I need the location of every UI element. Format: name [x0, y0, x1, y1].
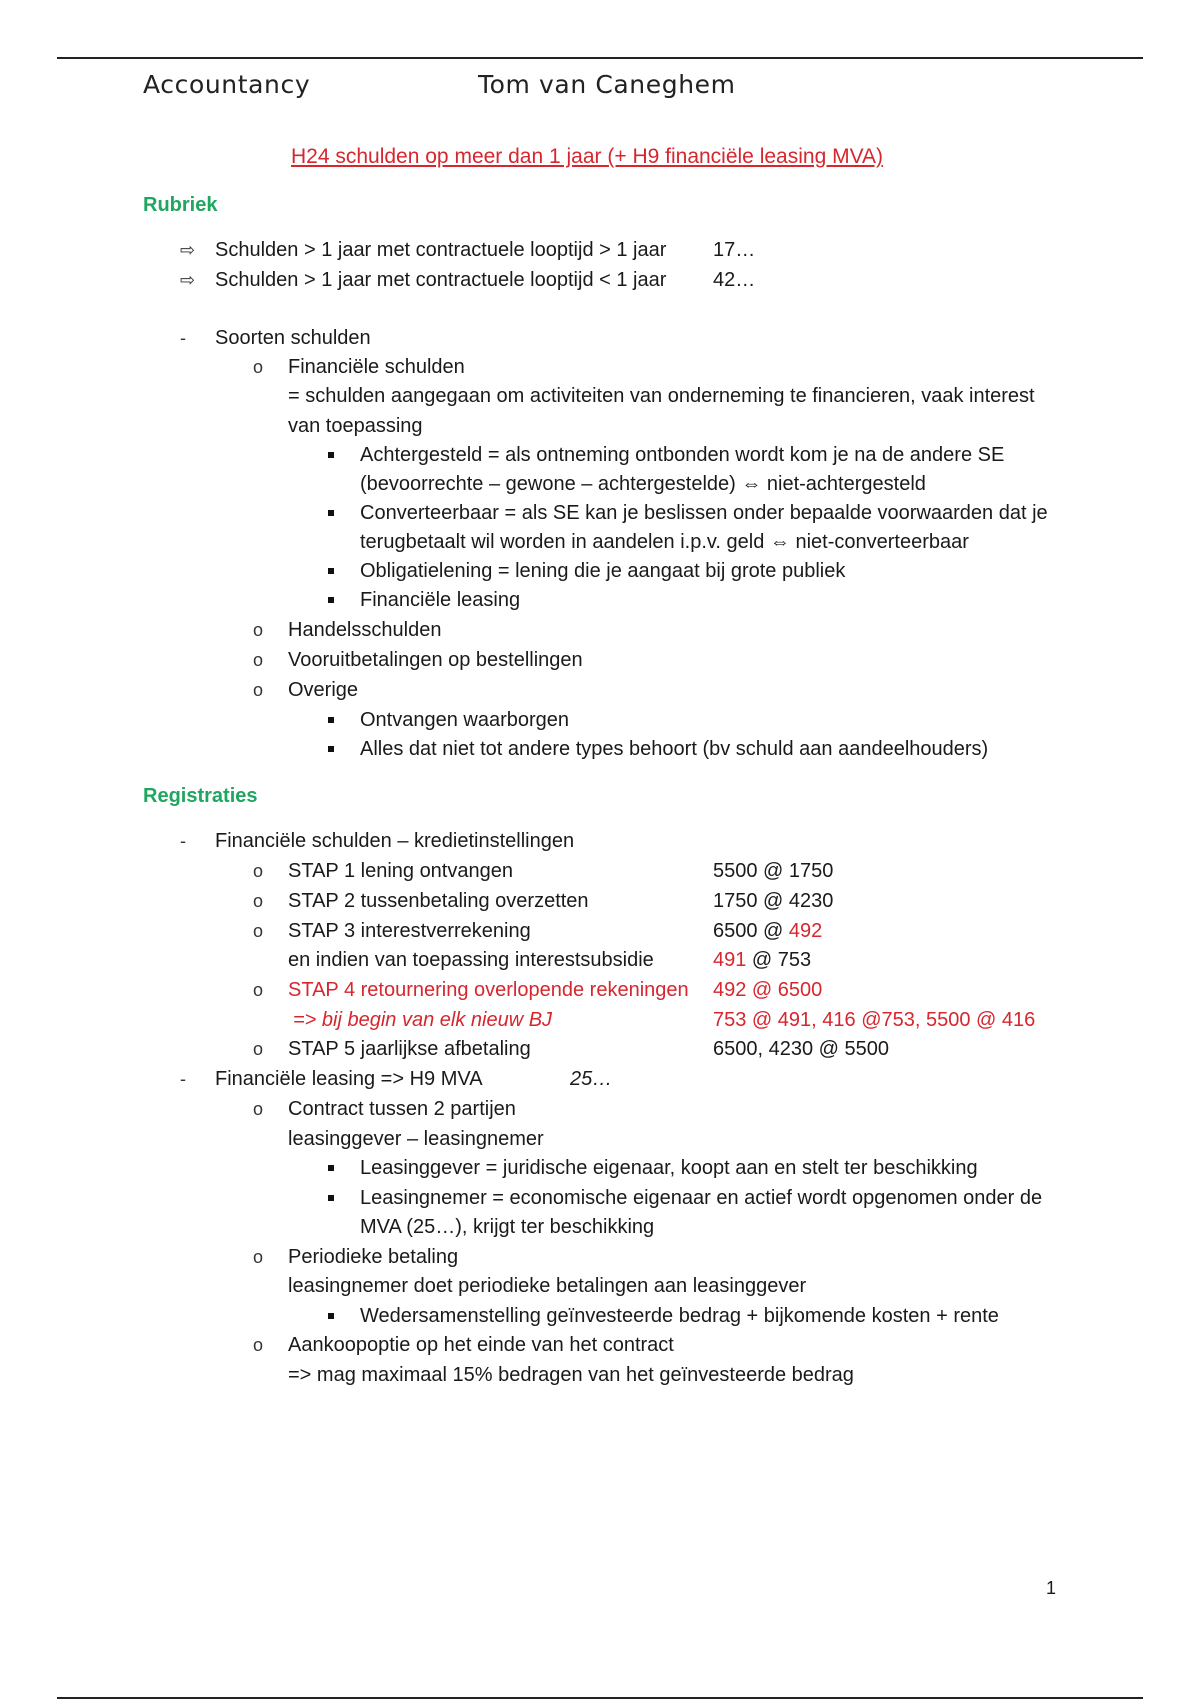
achtergesteld-a: Achtergesteld = als ontneming ontbonden wordt kom je na de andere SE [360, 444, 1005, 466]
stap4-label: STAP 4 retournering overlopende rekeningen [288, 979, 689, 1001]
square-bullet [328, 717, 334, 723]
wedersamenstelling: Wedersamenstelling geïnvesteerde bedrag + bijkomende kosten + rente [360, 1305, 999, 1327]
dash-bullet: - [180, 1069, 186, 1089]
rubriek-row-2-code: 42… [713, 269, 756, 291]
converteerbaar-b: terugbetaalt wil worden in aandelen i.p.v. geld ⇔ niet-converteerbaar [360, 531, 969, 553]
stap4b-entry: 753 @ 491, 416 @753, 5500 @ 416 [713, 1009, 1036, 1031]
alles-dat-niet: Alles dat niet tot andere types behoort (bv schuld aan aandeelhouders) [360, 738, 989, 760]
leasinggever: Leasinggever = juridische eigenaar, koopt aan en stelt ter beschikking [360, 1157, 978, 1179]
contract-sub: leasinggever – leasingnemer [288, 1128, 544, 1150]
stap2-label: STAP 2 tussenbetaling overzetten [288, 890, 589, 912]
stap3-label: STAP 3 interestverrekening [288, 920, 531, 942]
square-bullet [328, 746, 334, 752]
stap2-entry: 1750 @ 4230 [713, 890, 834, 912]
stap5-label: STAP 5 jaarlijkse afbetaling [288, 1038, 531, 1060]
soorten-label: Soorten schulden [215, 327, 371, 349]
square-bullet [328, 597, 334, 603]
financieel-label: Financiële schulden [288, 356, 465, 378]
top-rule [57, 57, 1143, 59]
handelsschulden: Handelsschulden [288, 619, 442, 641]
arrow-icon: ⇨ [180, 270, 196, 290]
leasing-label: Financiële leasing => H9 MVA [215, 1068, 483, 1090]
financieel-def-2: van toepassing [288, 415, 423, 437]
square-bullet [328, 510, 334, 516]
stap3b-label: en indien van toepassing interestsubsidie [288, 949, 654, 971]
circle-bullet: o [253, 921, 264, 941]
square-bullet [328, 568, 334, 574]
document-title: H24 schulden op meer dan 1 jaar (+ H9 financiële leasing MVA) [291, 145, 884, 168]
stap1-entry: 5500 @ 1750 [713, 860, 834, 882]
square-bullet [328, 1313, 334, 1319]
bottom-rule [57, 1697, 1143, 1699]
square-bullet [328, 1165, 334, 1171]
rubriek-row-1-code: 17… [713, 239, 756, 261]
circle-bullet: o [253, 357, 264, 377]
financieel-def-1: = schulden aangegaan om activiteiten van onderneming te financieren, vaak interest [288, 385, 1035, 407]
stap3-entry-debit: 6500 @ [713, 920, 789, 942]
circle-bullet: o [253, 620, 264, 640]
stap3b-entry-debit: 491 [713, 949, 747, 971]
leasingnemer-b: MVA (25…), krijgt ter beschikking [360, 1216, 655, 1238]
financiele-leasing: Financiële leasing [360, 589, 521, 611]
circle-bullet: o [253, 1039, 264, 1059]
page-number: 1 [1046, 1578, 1057, 1598]
circle-bullet: o [253, 1335, 264, 1355]
circle-bullet: o [253, 891, 264, 911]
dash-bullet: - [180, 831, 186, 851]
converteerbaar-a: Converteerbaar = als SE kan je beslissen onder bepaalde voorwaarden dat je [360, 502, 1048, 524]
circle-bullet: o [253, 861, 264, 881]
stap4-entry: 492 @ 6500 [713, 979, 823, 1001]
leasing-code: 25… [570, 1068, 613, 1090]
overige-label: Overige [288, 679, 359, 701]
header-author: Tom van Caneghem [478, 70, 736, 99]
vooruitbetalingen: Vooruitbetalingen op bestellingen [288, 649, 583, 671]
obligatielening: Obligatielening = lening die je aangaat bij grote publiek [360, 560, 846, 582]
leasingnemer-a: Leasingnemer = economische eigenaar en actief wordt opgenomen onder de [360, 1187, 1043, 1209]
section-heading-registraties: Registraties [143, 785, 258, 807]
stap1-label: STAP 1 lening ontvangen [288, 860, 513, 882]
krediet-label: Financiële schulden – kredietinstellingen [215, 830, 575, 852]
arrow-icon: ⇨ [180, 240, 196, 260]
stap3b-entry-credit: @ 753 [746, 949, 812, 971]
stap3-entry [713, 917, 822, 945]
contract-label: Contract tussen 2 partijen [288, 1098, 516, 1120]
circle-bullet: o [253, 680, 264, 700]
aankoopoptie-sub: => mag maximaal 15% bedragen van het geïnvesteerde bedrag [288, 1364, 854, 1386]
header-course: Accountancy [143, 70, 311, 99]
rubriek-row-2-text: Schulden > 1 jaar met contractuele looptijd < 1 jaar [215, 269, 667, 291]
circle-bullet: o [253, 1247, 264, 1267]
stap5-entry: 6500, 4230 @ 5500 [713, 1038, 890, 1060]
aankoopoptie-label: Aankoopoptie op het einde van het contract [288, 1334, 674, 1356]
stap4b-label: => bij begin van elk nieuw BJ [293, 1009, 553, 1031]
circle-bullet: o [253, 1099, 264, 1119]
circle-bullet: o [253, 980, 264, 1000]
square-bullet [328, 1195, 334, 1201]
square-bullet [328, 452, 334, 458]
stap3-entry-credit: 492 [788, 920, 823, 942]
periodiek-label: Periodieke betaling [288, 1246, 459, 1268]
stap3b-entry [713, 946, 811, 974]
rubriek-row-1-text: Schulden > 1 jaar met contractuele looptijd > 1 jaar [215, 239, 667, 261]
ontvangen-waarborgen: Ontvangen waarborgen [360, 709, 570, 731]
periodiek-sub: leasingnemer doet periodieke betalingen aan leasinggever [288, 1275, 807, 1297]
circle-bullet: o [253, 650, 264, 670]
achtergesteld-b: (bevoorrechte – gewone – achtergestelde) ⇔ niet-achtergesteld [360, 473, 926, 495]
dash-bullet: - [180, 328, 186, 348]
section-heading-rubriek: Rubriek [143, 194, 218, 216]
